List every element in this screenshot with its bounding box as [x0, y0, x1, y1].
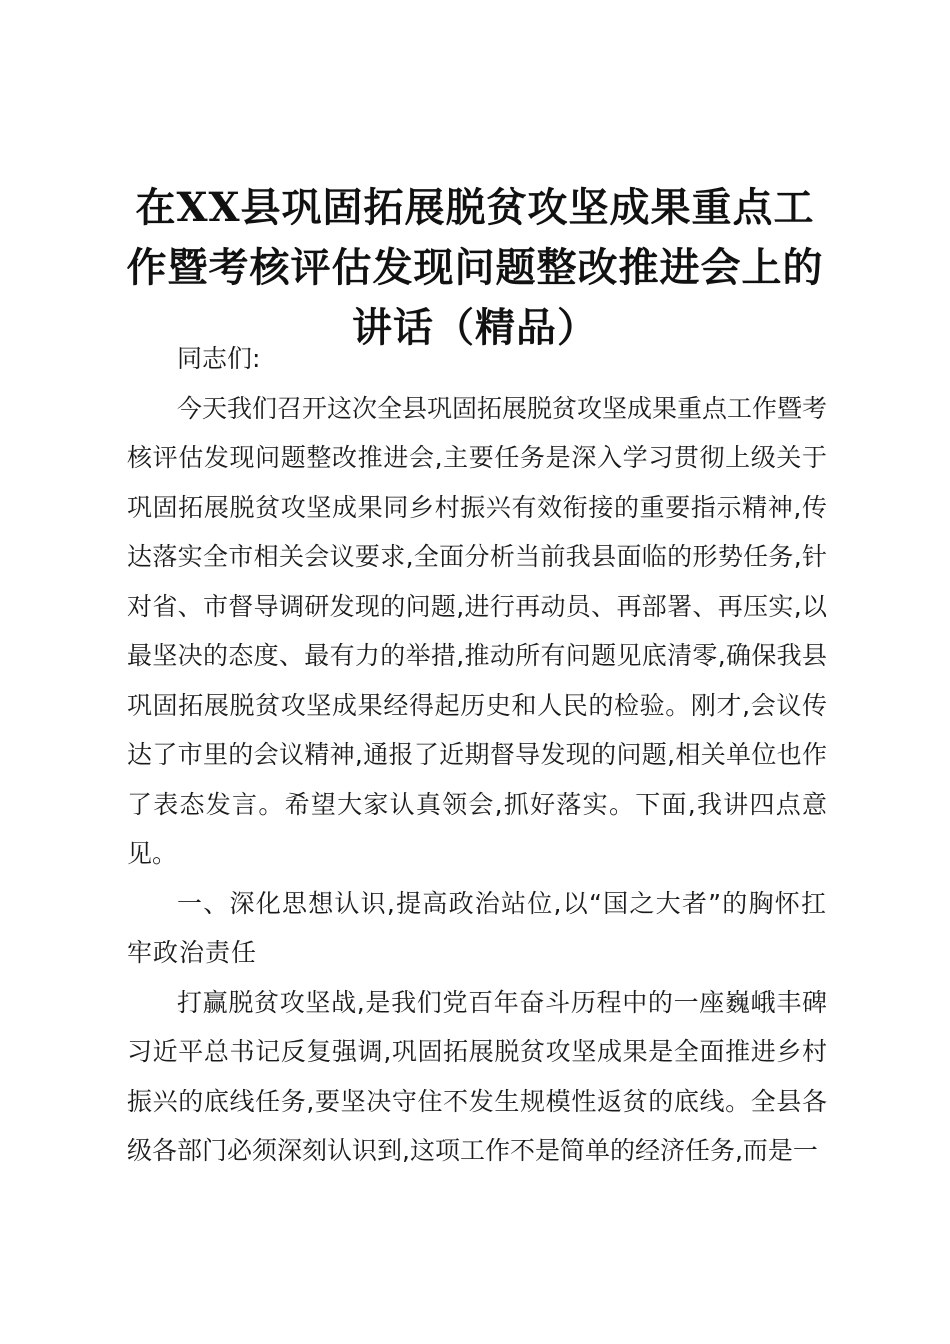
title-line-2: 作暨考核评估发现问题整改推进会上的 [126, 244, 824, 291]
salutation: 同志们: [177, 344, 261, 373]
paragraph-section-1: 打赢脱贫攻坚战,是我们党百年奋斗历程中的一座巍峨丰碑习近平总书记反复强调,巩固拓展脱贫攻坚成果是全面推进乡村振兴的底线任务,要坚决守住不发生规模性返贫的底线。全县各级各部门必须深刻认识到,这项工作不是简单的经济任务,而是一 [127, 987, 827, 1165]
paragraph-intro: 今天我们召开这次全县巩固拓展脱贫攻坚成果重点工作暨考核评估发现问题整改推进会,主要任务是深入学习贯彻上级关于巩固拓展脱贫攻坚成果同乡村振兴有效衔接的重要指示精神,传达落实全市相关会议要求,全面分析当前我县面临的形势任务,针对省、市督导调研发现的问题,进行再动员、再部署、再压实,以最坚决的态度、最有力的举措,推动所有问题见底清零,确保我县巩固拓展脱贫攻坚成果经得起历史和人民的检验。刚才,会议传达了市里的会议精神,通报了近期督导发现的问题,相关单位也作了表态发言。希望大家认真领会,抓好落实。下面,我讲四点意见。 [127, 393, 828, 868]
title-line-1: 在XX县巩固拓展脱贫攻坚成果重点工 [135, 184, 815, 231]
document-body [127, 334, 827, 1176]
document-title [120, 178, 830, 358]
section-heading-1: 一、深化思想认识,提高政治站位,以“国之大者”的胸怀扛牢政治责任 [127, 888, 827, 967]
title-line-3: 讲话（精品） [352, 304, 598, 351]
